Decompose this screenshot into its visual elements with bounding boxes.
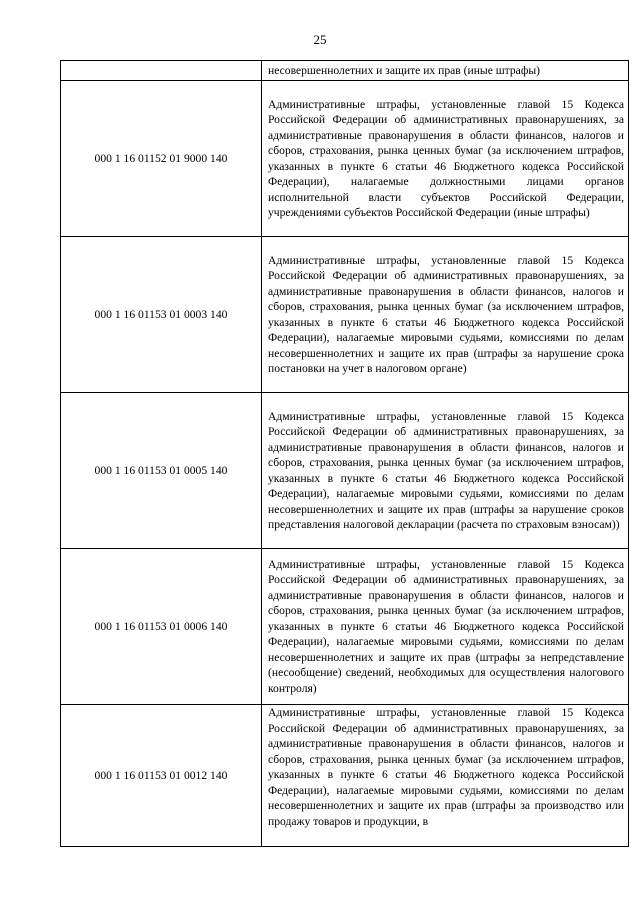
description-cell: Административные штрафы, установленные главой 15 Кодекса Российской Федерации об административных правонарушениях, за административные правонарушения в области финансов, налогов и сборов, страхования, рынка ценных бумаг (за исключением штрафов, указанных в пункте 6 статьи 46 Бюджетного кодекса Российской Федерации), налагаемые мировыми судьями, комиссиями по делам несовершеннолетних и защите их прав (штрафы за производство или продажу товаров и продукции, в bbox=[262, 705, 629, 847]
description-cell: несовершеннолетних и защите их прав (иные штрафы) bbox=[262, 61, 629, 81]
table-row bbox=[61, 237, 629, 393]
table-row bbox=[61, 549, 629, 705]
code-cell: 000 1 16 01153 01 0006 140 bbox=[61, 549, 262, 705]
code-cell: 000 1 16 01153 01 0003 140 bbox=[61, 237, 262, 393]
table-row bbox=[61, 81, 629, 237]
description-cell: Административные штрафы, установленные главой 15 Кодекса Российской Федерации об административных правонарушениях, за административные правонарушения в области финансов, налогов и сборов, страхования, рынка ценных бумаг (за исключением штрафов, указанных в пункте 6 статьи 46 Бюджетного кодекса Российской Федерации), налагаемые мировыми судьями, комиссиями по делам несовершеннолетних и защите их прав (штрафы за нарушение сроков представления налоговой декларации (расчета по страховым взносам)) bbox=[262, 393, 629, 549]
code-cell: 000 1 16 01153 01 0012 140 bbox=[61, 705, 262, 847]
description-cell: Административные штрафы, установленные главой 15 Кодекса Российской Федерации об административных правонарушениях, за административные правонарушения в области финансов, налогов и сборов, страхования, рынка ценных бумаг (за исключением штрафов, указанных в пункте 6 статьи 46 Бюджетного кодекса Российской Федерации), налагаемые мировыми судьями, комиссиями по делам несовершеннолетних и защите их прав (штрафы за нарушение срока постановки на учет в налоговом органе) bbox=[262, 237, 629, 393]
table-row bbox=[61, 61, 629, 81]
description-cell: Административные штрафы, установленные главой 15 Кодекса Российской Федерации об административных правонарушениях, за административные правонарушения в области финансов, налогов и сборов, страхования, рынка ценных бумаг (за исключением штрафов, указанных в пункте 6 статьи 46 Бюджетного кодекса Российской Федерации), налагаемые должностными лицами органов исполнительной власти субъектов Российской Федерации, учреждениями субъектов Российской Федерации (иные штрафы) bbox=[262, 81, 629, 237]
code-cell: 000 1 16 01153 01 0005 140 bbox=[61, 393, 262, 549]
code-cell: 000 1 16 01152 01 9000 140 bbox=[61, 81, 262, 237]
budget-codes-table bbox=[60, 60, 629, 847]
description-cell: Административные штрафы, установленные главой 15 Кодекса Российской Федерации об административных правонарушениях, за административные правонарушения в области финансов, налогов и сборов, страхования, рынка ценных бумаг (за исключением штрафов, указанных в пункте 6 статьи 46 Бюджетного кодекса Российской Федерации), налагаемые мировыми судьями, комиссиями по делам несовершеннолетних и защите их прав (штрафы за непредставление (несообщение) сведений, необходимых для осуществления налогового контроля) bbox=[262, 549, 629, 705]
code-cell bbox=[61, 61, 262, 81]
table-row bbox=[61, 705, 629, 847]
table-row bbox=[61, 393, 629, 549]
page-number: 25 bbox=[313, 32, 327, 47]
